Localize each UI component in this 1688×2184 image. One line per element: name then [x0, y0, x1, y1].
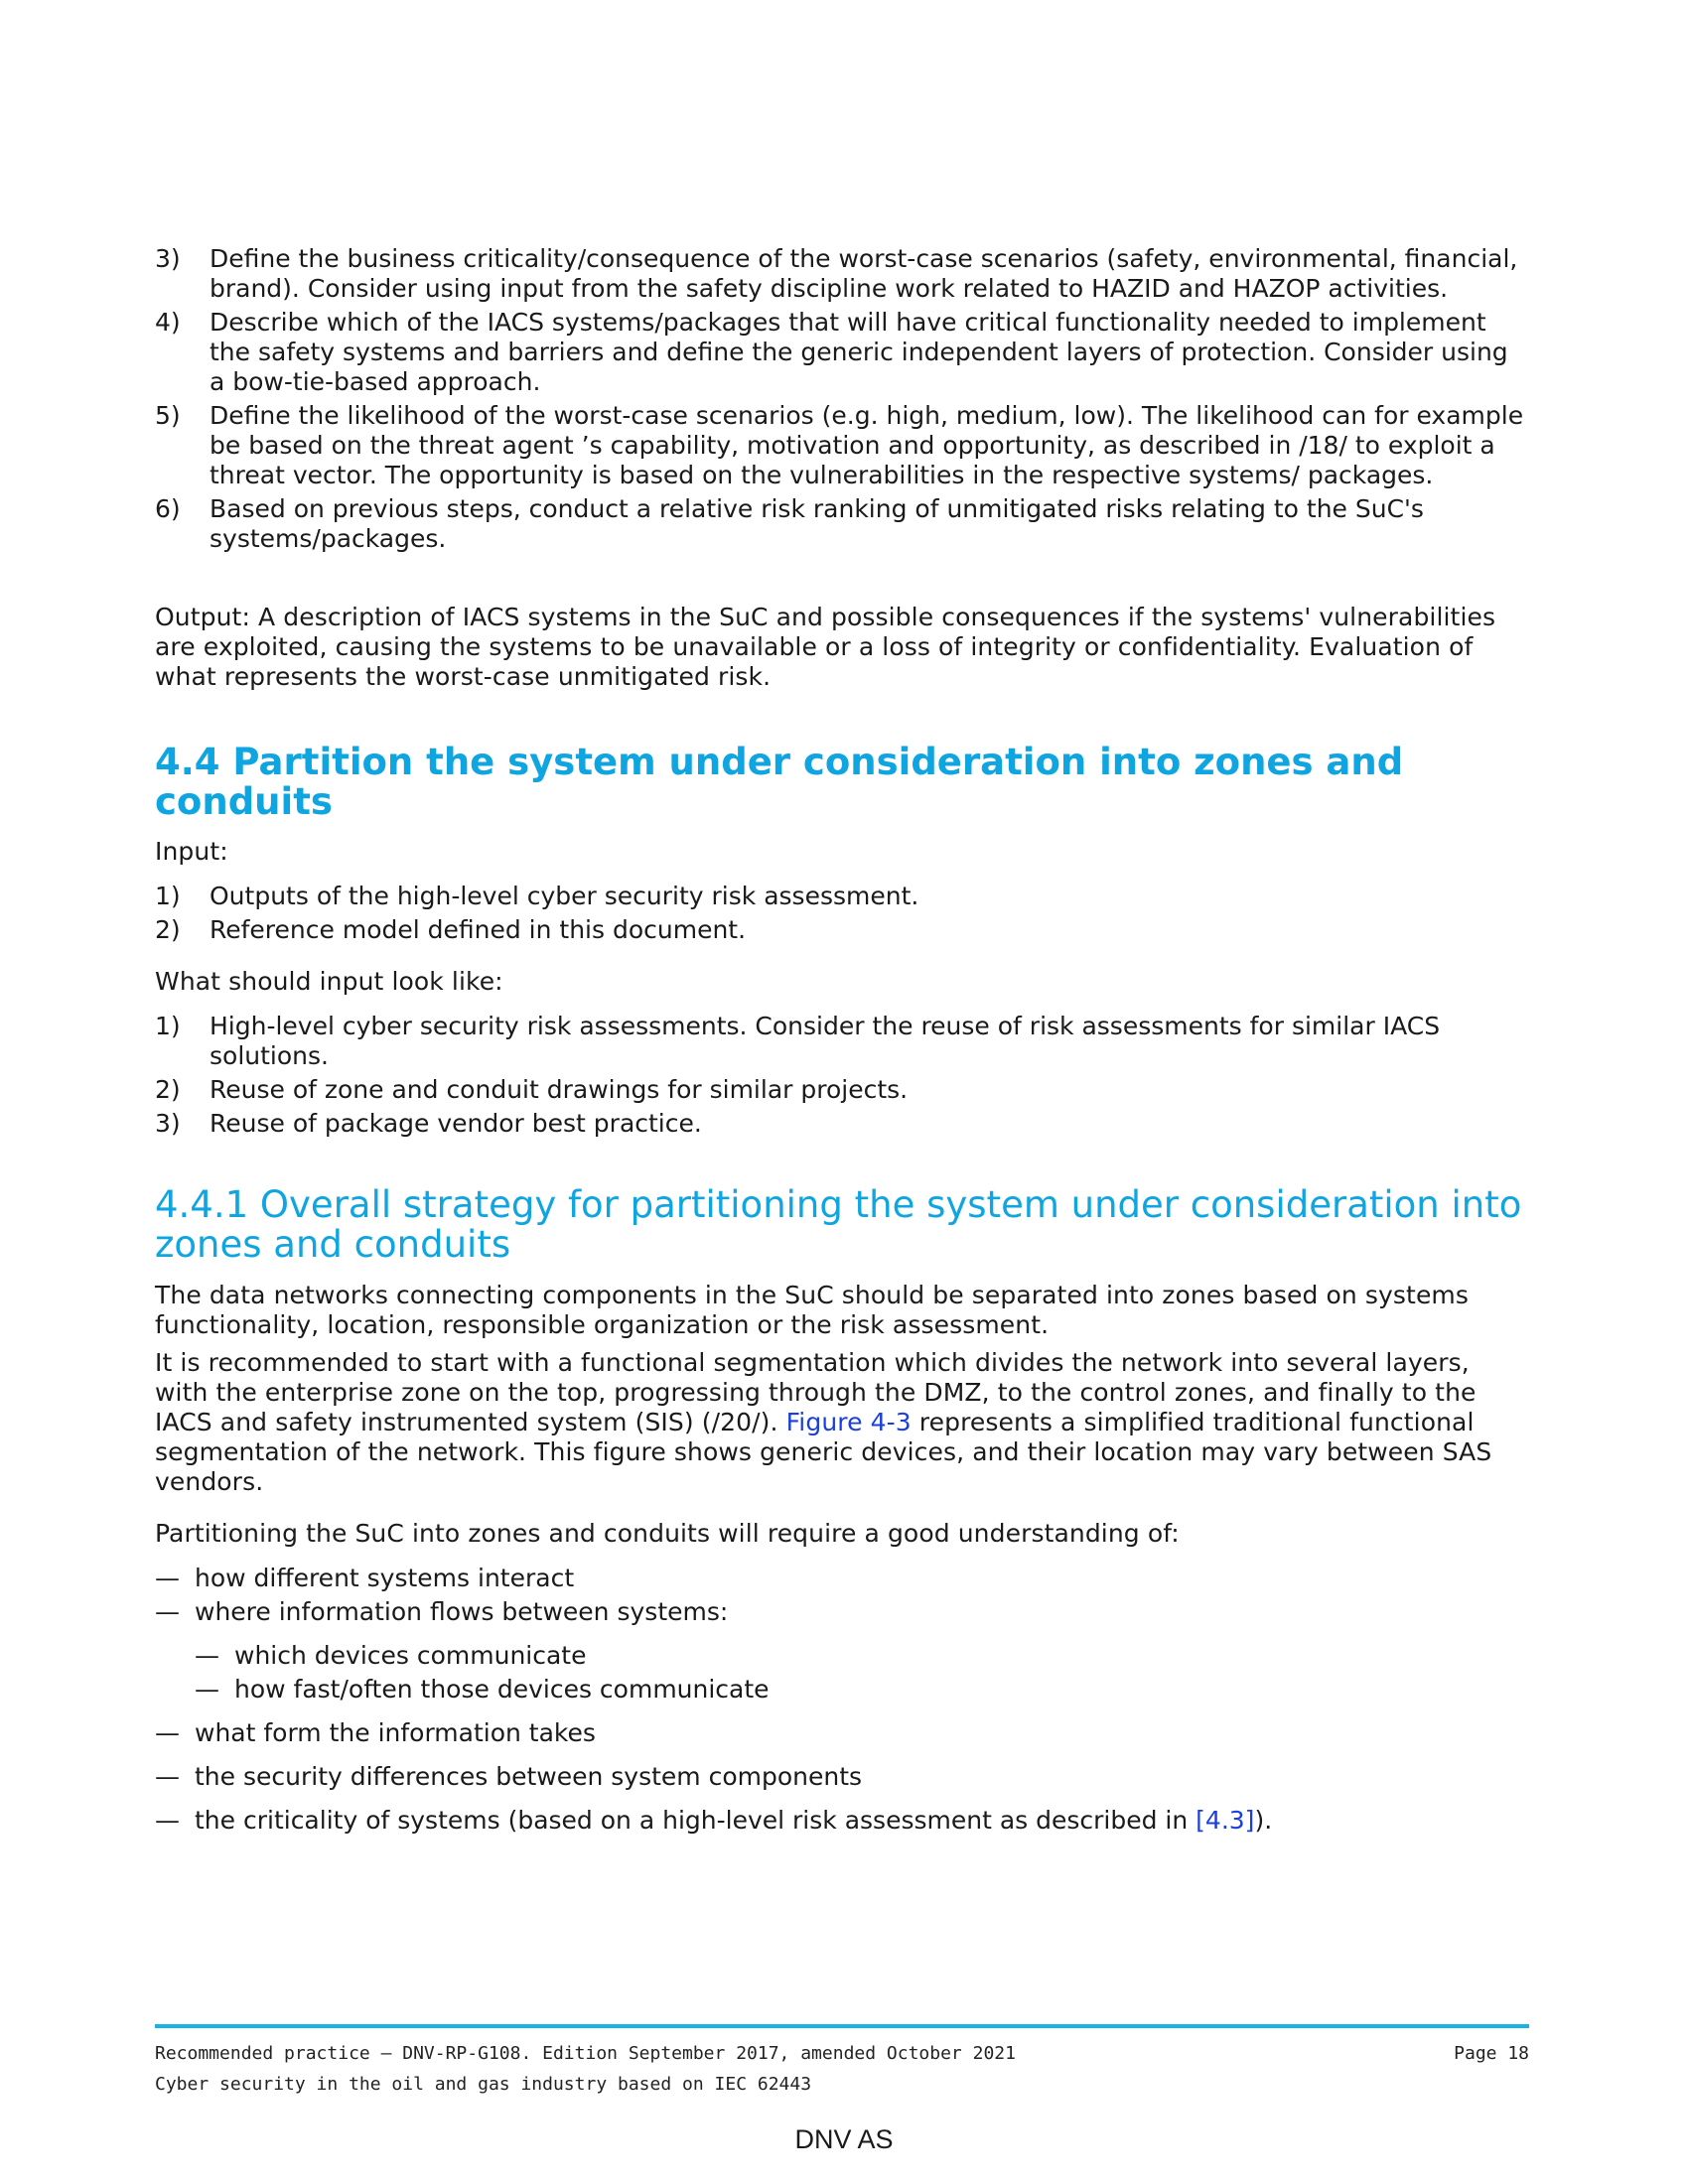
list-text: Reuse of package vendor best practice.: [210, 1109, 702, 1138]
list-number: 3): [155, 1109, 181, 1138]
list-number: 2): [155, 1075, 181, 1104]
list-number: 3): [155, 244, 181, 273]
list-text: Define the business criticality/consequence of the worst-case scenarios (safety, environmental, financial, brand). Consider using input from the safety discipline work related to HAZID and HAZOP activities.: [210, 244, 1518, 303]
list-item: [155, 1075, 1529, 1105]
section-heading-4-4-1: 4.4.1 Overall strategy for partitioning the system under consideration into zones and conduits: [155, 1183, 1522, 1266]
dash-marker: —: [155, 1762, 180, 1791]
list-number: 5): [155, 401, 181, 430]
list-item: [155, 1718, 1529, 1748]
list-item: [155, 244, 1529, 304]
list-text: what form the information takes: [195, 1718, 596, 1747]
dash-marker: —: [155, 1597, 180, 1626]
footer-line-2: Cyber security in the oil and gas industry based on IEC 62443: [155, 2074, 812, 2095]
figure-4-3-link[interactable]: Figure 4-3: [785, 1408, 912, 1436]
input-look-list: [155, 1012, 1529, 1143]
list-text: Based on previous steps, conduct a relative risk ranking of unmitigated risks relating to the SuC's systems/packages.: [210, 494, 1424, 553]
dash-marker: —: [155, 1564, 180, 1592]
list-item: [155, 915, 1529, 945]
sub-list: [195, 1641, 1529, 1705]
list-text: Describe which of the IACS systems/packages that will have critical functionality needed to implement the safety systems and barriers and define the generic independent layers of protection. Consider using a bow-tie-based approach.: [210, 308, 1508, 396]
risk-steps-list: [155, 244, 1529, 558]
output-paragraph: Output: A description of IACS systems in the SuC and possible consequences if the systems' vulnerabilities are exploited, causing the systems to be unavailable or a loss of integrity or confidentiality. Evaluation of what represents the worst-case unmitigated risk.: [155, 603, 1496, 691]
dash-marker: —: [155, 1718, 180, 1747]
page-number: Page 18: [1454, 2043, 1529, 2064]
list-text: where information flows between systems:: [195, 1597, 729, 1626]
company-name: DNV AS: [794, 2124, 894, 2154]
list-text: Reference model defined in this document.: [210, 915, 747, 944]
list-text: Outputs of the high-level cyber security risk assessment.: [210, 882, 919, 910]
list-text: how different systems interact: [195, 1564, 575, 1592]
list-item: [155, 882, 1529, 911]
section-4-3-link[interactable]: [4.3]: [1196, 1806, 1255, 1835]
list-item: [155, 1564, 1529, 1593]
input-list: [155, 882, 1529, 949]
paragraph-2-text: It is recommended to start with a functional segmentation which divides the network into several layers, with the enterprise zone on the top, progressing through the DMZ, to the control zones, and finally to the IACS and safety instrumented system (SIS) (/20/).: [155, 1348, 1477, 1436]
list-text: the criticality of systems (based on a high-level risk assessment as described in: [195, 1806, 1196, 1835]
input-look-label: What should input look like:: [155, 967, 503, 996]
list-number: 2): [155, 915, 181, 944]
list-item: [155, 308, 1529, 397]
sub-list-item: [195, 1675, 1529, 1705]
list-number: 4): [155, 308, 181, 337]
list-text: how fast/often those devices communicate: [234, 1675, 770, 1704]
input-label: Input:: [155, 837, 228, 866]
footer-rule: [155, 2024, 1529, 2028]
paragraph-2: [155, 1348, 1529, 1497]
footer-line-1: Recommended practice — DNV-RP-G108. Edition September 2017, amended October 2021: [155, 2043, 1016, 2064]
list-text: High-level cyber security risk assessments. Consider the reuse of risk assessments for similar IACS solutions.: [210, 1012, 1441, 1070]
list-item: [155, 1597, 1529, 1705]
dash-marker: —: [195, 1641, 219, 1670]
paragraph-2-text-end: represents a simplified traditional functional segmentation of the network. This figure shows generic devices, and their location may vary between SAS vendors.: [155, 1408, 1492, 1496]
list-text: the security differences between system components: [195, 1762, 863, 1791]
understanding-list: [155, 1564, 1529, 1836]
list-text: Reuse of zone and conduit drawings for similar projects.: [210, 1075, 909, 1104]
list-text: Define the likelihood of the worst-case scenarios (e.g. high, medium, low). The likelihood can for example be based on the threat agent ’s capability, motivation and opportunity, as described in /18/ to exploit a threat vector. The opportunity is based on the vulnerabilities in the respective systems/ packages.: [210, 401, 1524, 489]
paragraph-1: The data networks connecting components in the SuC should be separated into zones based on systems functionality, location, responsible organization or the risk assessment.: [155, 1281, 1470, 1339]
paragraph-3: Partitioning the SuC into zones and conduits will require a good understanding of:: [155, 1519, 1180, 1548]
list-number: 1): [155, 1012, 181, 1040]
list-item: [155, 494, 1529, 554]
section-heading-4-4: 4.4 Partition the system under consideration into zones and conduits: [155, 741, 1404, 823]
list-item: [155, 1012, 1529, 1071]
list-item: [155, 1762, 1529, 1792]
list-text-end: ).: [1254, 1806, 1273, 1835]
list-item: [155, 1806, 1529, 1836]
sub-list-item: [195, 1641, 1529, 1671]
list-number: 6): [155, 494, 181, 523]
list-text: which devices communicate: [234, 1641, 587, 1670]
dash-marker: —: [155, 1806, 180, 1835]
list-number: 1): [155, 882, 181, 910]
list-item: [155, 1109, 1529, 1139]
list-item: [155, 401, 1529, 490]
dash-marker: —: [195, 1675, 219, 1704]
